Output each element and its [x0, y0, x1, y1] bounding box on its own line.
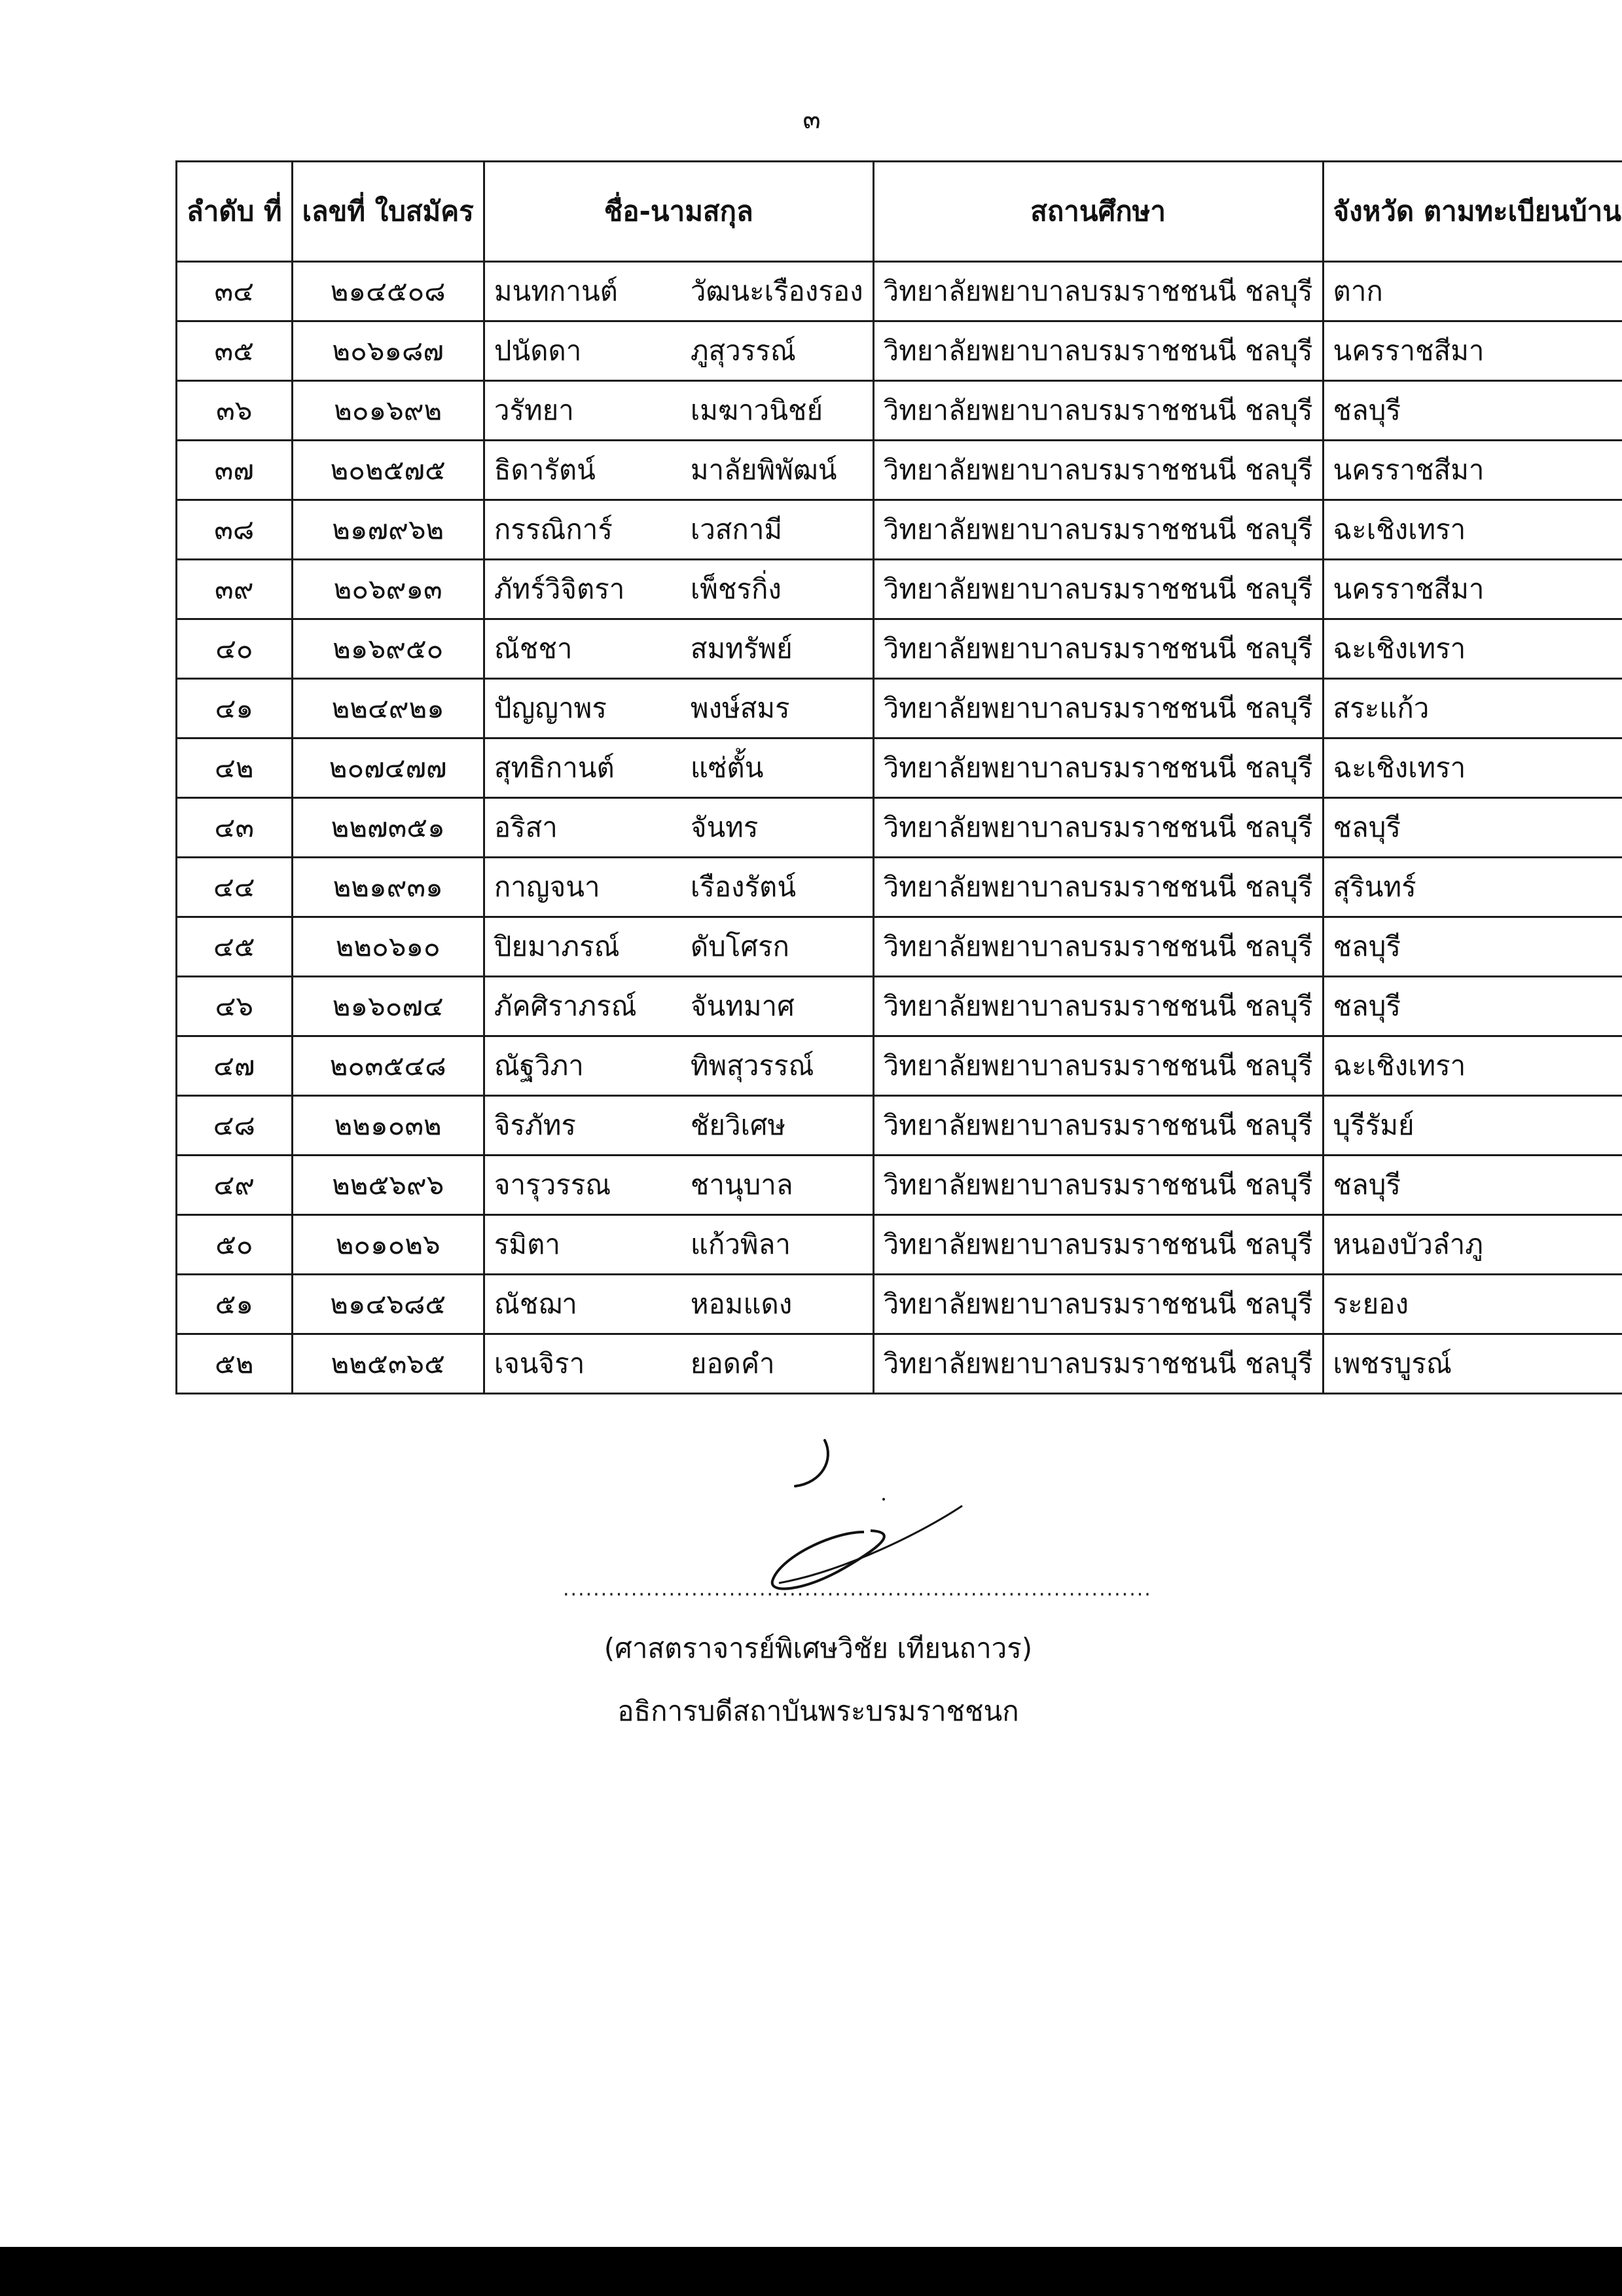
- first-name: เจนจิรา: [494, 1347, 585, 1379]
- first-name: สุทธิกานต์: [494, 751, 615, 784]
- school-name: วิทยาลัยพยาบาลบรมราชชนนี ชลบุรี: [873, 1215, 1323, 1275]
- last-name: ทิพสุวรรณ์: [690, 1049, 814, 1082]
- application-number: ๒๐๖๙๑๓: [292, 560, 484, 619]
- school-name: วิทยาลัยพยาบาลบรมราชชนนี ชลบุรี: [873, 262, 1323, 321]
- table-body: [177, 262, 1622, 1394]
- application-number: ๒๐๒๕๗๕: [292, 441, 484, 500]
- first-name: ปิยมาภรณ์: [494, 930, 620, 962]
- last-name: ชานุบาล: [690, 1168, 793, 1201]
- application-number: ๒๒๑๐๓๒: [292, 1096, 484, 1156]
- province: นครราชสีมา: [1323, 560, 1622, 619]
- row-number: ๔๕: [177, 917, 293, 977]
- province: ฉะเชิงเทรา: [1323, 1036, 1622, 1096]
- last-name: เพ็ชรกิ่ง: [690, 572, 782, 605]
- row-number: ๔๑: [177, 679, 293, 738]
- school-name: วิทยาลัยพยาบาลบรมราชชนนี ชลบุรี: [873, 381, 1323, 441]
- last-name: แซ่ตั้น: [690, 751, 764, 784]
- full-name: [484, 858, 873, 917]
- table-row: [177, 1036, 1622, 1096]
- first-name: ภัคศิราภรณ์: [494, 989, 637, 1022]
- row-number: ๕๒: [177, 1334, 293, 1394]
- scan-bottom-bar: [0, 2247, 1622, 2296]
- application-number: ๒๐๑๖๙๒: [292, 381, 484, 441]
- row-number: ๔๐: [177, 619, 293, 679]
- province: สระแก้ว: [1323, 679, 1622, 738]
- table-row: [177, 560, 1622, 619]
- first-name: ณัฐวิภา: [494, 1049, 584, 1082]
- last-name: ยอดคำ: [690, 1347, 775, 1379]
- application-number: ๒๒๕๓๖๕: [292, 1334, 484, 1394]
- row-number: ๓๙: [177, 560, 293, 619]
- row-number: ๔๗: [177, 1036, 293, 1096]
- school-name: วิทยาลัยพยาบาลบรมราชชนนี ชลบุรี: [873, 441, 1323, 500]
- first-name: ณัชชา: [494, 632, 573, 665]
- full-name: [484, 262, 873, 321]
- signature-block: [563, 1434, 1152, 1733]
- signatory-title: อธิการบดีสถาบันพระบรมราชชนก: [617, 1695, 1019, 1727]
- full-name: [484, 798, 873, 858]
- header-full-name: ชื่อ-นามสกุล: [484, 162, 873, 262]
- full-name: [484, 441, 873, 500]
- row-number: ๔๖: [177, 977, 293, 1036]
- full-name: [484, 679, 873, 738]
- application-number: ๒๒๐๖๑๐: [292, 917, 484, 977]
- province: ฉะเชิงเทรา: [1323, 500, 1622, 560]
- full-name: [484, 560, 873, 619]
- header-province: จังหวัด ตามทะเบียนบ้าน: [1323, 162, 1622, 262]
- school-name: วิทยาลัยพยาบาลบรมราชชนนี ชลบุรี: [873, 500, 1323, 560]
- last-name: พงษ์สมร: [690, 691, 790, 724]
- signature-line: ..............................................................................: [563, 1578, 1152, 1601]
- application-number: ๒๐๑๐๒๖: [292, 1215, 484, 1275]
- row-number: ๓๖: [177, 381, 293, 441]
- province: สุรินทร์: [1323, 858, 1622, 917]
- last-name: มาลัยพิพัฒน์: [690, 453, 837, 486]
- row-number: ๕๐: [177, 1215, 293, 1275]
- school-name: วิทยาลัยพยาบาลบรมราชชนนี ชลบุรี: [873, 1334, 1323, 1394]
- first-name: ปนัดดา: [494, 334, 582, 367]
- province: เพชรบูรณ์: [1323, 1334, 1622, 1394]
- school-name: วิทยาลัยพยาบาลบรมราชชนนี ชลบุรี: [873, 1156, 1323, 1215]
- table-row: [177, 381, 1622, 441]
- table-header-row: [177, 162, 1622, 262]
- table-row: [177, 1275, 1622, 1334]
- applicant-table: [175, 160, 1622, 1394]
- last-name: จันทร: [690, 811, 759, 843]
- last-name: เวสกามี: [690, 513, 783, 545]
- signature-mark: [648, 1434, 988, 1597]
- last-name: จันทมาศ: [690, 989, 795, 1022]
- first-name: ภัทร์วิจิตรา: [494, 572, 625, 605]
- school-name: วิทยาลัยพยาบาลบรมราชชนนี ชลบุรี: [873, 977, 1323, 1036]
- province: หนองบัวลำภู: [1323, 1215, 1622, 1275]
- table-row: [177, 738, 1622, 798]
- full-name: [484, 1334, 873, 1394]
- school-name: วิทยาลัยพยาบาลบรมราชชนนี ชลบุรี: [873, 679, 1323, 738]
- application-number: ๒๐๗๔๗๗: [292, 738, 484, 798]
- full-name: [484, 738, 873, 798]
- application-number: ๒๑๔๖๘๕: [292, 1275, 484, 1334]
- full-name: [484, 381, 873, 441]
- first-name: จารุวรรณ: [494, 1168, 611, 1201]
- school-name: วิทยาลัยพยาบาลบรมราชชนนี ชลบุรี: [873, 321, 1323, 381]
- province: ฉะเชิงเทรา: [1323, 619, 1622, 679]
- province: ระยอง: [1323, 1275, 1622, 1334]
- province: ตาก: [1323, 262, 1622, 321]
- row-number: ๓๘: [177, 500, 293, 560]
- row-number: ๕๑: [177, 1275, 293, 1334]
- first-name: ณัชฌา: [494, 1287, 577, 1320]
- school-name: วิทยาลัยพยาบาลบรมราชชนนี ชลบุรี: [873, 619, 1323, 679]
- application-number: ๒๑๖๙๕๐: [292, 619, 484, 679]
- row-number: ๓๔: [177, 262, 293, 321]
- application-number: ๒๐๖๑๘๗: [292, 321, 484, 381]
- school-name: วิทยาลัยพยาบาลบรมราชชนนี ชลบุรี: [873, 1096, 1323, 1156]
- first-name: รมิตา: [494, 1228, 560, 1260]
- table-row: [177, 619, 1622, 679]
- row-number: ๔๒: [177, 738, 293, 798]
- full-name: [484, 321, 873, 381]
- last-name: ชัยวิเศษ: [690, 1108, 786, 1141]
- school-name: วิทยาลัยพยาบาลบรมราชชนนี ชลบุรี: [873, 858, 1323, 917]
- application-number: ๒๒๗๓๕๑: [292, 798, 484, 858]
- row-number: ๔๓: [177, 798, 293, 858]
- province: นครราชสีมา: [1323, 321, 1622, 381]
- table-row: [177, 262, 1622, 321]
- application-number: ๒๒๔๙๒๑: [292, 679, 484, 738]
- province: ชลบุรี: [1323, 798, 1622, 858]
- table-row: [177, 500, 1622, 560]
- first-name: มนทกานต์: [494, 274, 618, 307]
- first-name: วรัทยา: [494, 393, 574, 426]
- table-row: [177, 1156, 1622, 1215]
- table-row: [177, 1096, 1622, 1156]
- last-name: ดับโศรก: [690, 930, 789, 962]
- table-row: [177, 679, 1622, 738]
- row-number: ๔๙: [177, 1156, 293, 1215]
- full-name: [484, 1036, 873, 1096]
- table-row: [177, 321, 1622, 381]
- application-number: ๒๑๖๐๗๔: [292, 977, 484, 1036]
- application-number: ๒๒๕๖๙๖: [292, 1156, 484, 1215]
- table-row: [177, 441, 1622, 500]
- table-row: [177, 1334, 1622, 1394]
- page-number: ๓: [802, 105, 821, 135]
- first-name: ปัญญาพร: [494, 691, 607, 724]
- last-name: เมฆาวนิชย์: [690, 393, 823, 426]
- school-name: วิทยาลัยพยาบาลบรมราชชนนี ชลบุรี: [873, 738, 1323, 798]
- province: ชลบุรี: [1323, 917, 1622, 977]
- first-name: ธิดารัตน์: [494, 453, 596, 486]
- last-name: สมทรัพย์: [690, 632, 793, 665]
- table-row: [177, 917, 1622, 977]
- application-number: ๒๐๓๕๔๘: [292, 1036, 484, 1096]
- full-name: [484, 619, 873, 679]
- school-name: วิทยาลัยพยาบาลบรมราชชนนี ชลบุรี: [873, 917, 1323, 977]
- table-row: [177, 798, 1622, 858]
- full-name: [484, 1275, 873, 1334]
- header-application-no: เลขที่ ใบสมัคร: [292, 162, 484, 262]
- first-name: อริสา: [494, 811, 558, 843]
- table-row: [177, 1215, 1622, 1275]
- last-name: หอมแดง: [690, 1287, 793, 1320]
- row-number: ๔๘: [177, 1096, 293, 1156]
- application-number: ๒๑๗๙๖๒: [292, 500, 484, 560]
- school-name: วิทยาลัยพยาบาลบรมราชชนนี ชลบุรี: [873, 1275, 1323, 1334]
- first-name: กรรณิการ์: [494, 513, 613, 545]
- province: ชลบุรี: [1323, 381, 1622, 441]
- full-name: [484, 977, 873, 1036]
- province: บุรีรัมย์: [1323, 1096, 1622, 1156]
- table-row: [177, 858, 1622, 917]
- last-name: แก้วพิลา: [690, 1228, 791, 1260]
- school-name: วิทยาลัยพยาบาลบรมราชชนนี ชลบุรี: [873, 798, 1323, 858]
- province: นครราชสีมา: [1323, 441, 1622, 500]
- table-row: [177, 977, 1622, 1036]
- full-name: [484, 1156, 873, 1215]
- province: ฉะเชิงเทรา: [1323, 738, 1622, 798]
- header-no: ลำดับ ที่: [177, 162, 293, 262]
- full-name: [484, 1096, 873, 1156]
- first-name: กาญจนา: [494, 870, 600, 903]
- full-name: [484, 917, 873, 977]
- application-number: ๒๑๔๕๐๘: [292, 262, 484, 321]
- row-number: ๓๕: [177, 321, 293, 381]
- school-name: วิทยาลัยพยาบาลบรมราชชนนี ชลบุรี: [873, 560, 1323, 619]
- row-number: ๔๔: [177, 858, 293, 917]
- application-number: ๒๒๑๙๓๑: [292, 858, 484, 917]
- signatory-name: (ศาสตราจารย์พิเศษวิชัย เทียนถาวร): [604, 1632, 1033, 1664]
- school-name: วิทยาลัยพยาบาลบรมราชชนนี ชลบุรี: [873, 1036, 1323, 1096]
- last-name: วัฒนะเรืองรอง: [690, 274, 863, 307]
- row-number: ๓๗: [177, 441, 293, 500]
- province: ชลบุรี: [1323, 977, 1622, 1036]
- province: ชลบุรี: [1323, 1156, 1622, 1215]
- first-name: จิรภัทร: [494, 1108, 576, 1141]
- header-school: สถานศึกษา: [873, 162, 1323, 262]
- full-name: [484, 1215, 873, 1275]
- last-name: เรืองรัตน์: [690, 870, 797, 903]
- full-name: [484, 500, 873, 560]
- last-name: ภูสุวรรณ์: [690, 334, 796, 367]
